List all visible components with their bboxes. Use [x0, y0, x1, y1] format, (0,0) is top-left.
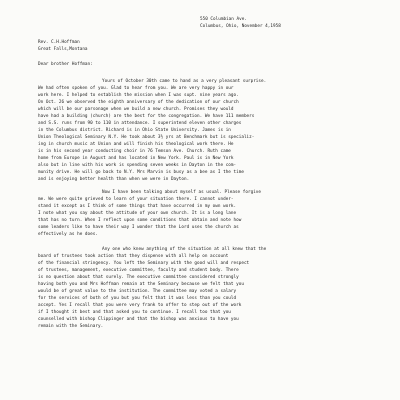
- letter-line: We had often spoken of you. Glad to hear from you. We are very happy in our: [38, 86, 234, 91]
- sender-city-date: Columbus, Ohio, November 4,1958: [200, 24, 281, 29]
- letter-line: is in his second year conducting choir in 76 Temson Ave. Church. Ruth came: [38, 149, 231, 154]
- letter-line: of the financial stringency. You left the Seminary with the good will and respect: [38, 261, 250, 266]
- letter-line: in the Columbus district. Richard is in Ohio State University. James is in: [38, 128, 231, 133]
- letter-line: ing in church music at Union and will finish his theological work there. He: [38, 142, 234, 147]
- letter-line: me. We were quite grieved to learn of your situation there. I cannot under-: [38, 197, 234, 202]
- letter-line: which will be our parsonage when we build a new church. Promises they would: [38, 107, 234, 112]
- letter-line: board of trustees took action that they dispense with all help on account: [38, 254, 229, 259]
- sender-street: 550 Columbian Ave.: [200, 17, 247, 22]
- letter-line: Yours of October 30th came to hand as a very pleasant surprise.: [102, 79, 267, 84]
- letter-line: counselled with bishop Clippinger and that the bishop was anxious to have you: [38, 317, 239, 322]
- letter-line: if I thought it best and that asked you to continue. I recall too that you: [38, 310, 231, 315]
- letter-line: stand it except as I think of some things that have occurred in my own work.: [38, 204, 237, 209]
- recipient-name: Rev. C.H.Hoffman: [38, 40, 80, 45]
- letter-line: have had a building (church) are the best for the congregation. We have 111 members: [38, 114, 255, 119]
- letter-line: On Oct. 26 we observed the eighth anniversary of the dedication of our church: [38, 100, 239, 105]
- letter-line: also but in line with his work is spending seven weeks in Dayton in the com-: [38, 163, 237, 168]
- letter-line: effectively as he does.: [38, 232, 98, 237]
- letter-line: is no question about that surely. The executive committee considered strongly: [38, 275, 239, 280]
- letter-line: home from Europe in August and has located in New York. Paul is in New York: [38, 156, 234, 161]
- recipient-place: Great Falls,Montana: [38, 47, 88, 52]
- letter-line: munity drive. He will go back to N.Y. Mrs Marvin is busy as a bee as I the time: [38, 170, 244, 175]
- letter-line: of trustees, management, executive committee, faculty and student body. There: [38, 268, 239, 273]
- letter-line: Union Theological Seminary N.Y. He took about 3½ yrs at Benchmark but is specializ-: [38, 135, 255, 140]
- letter-line: accept. Yes I recall that you were very frank to offer to step out of the work: [38, 303, 242, 308]
- letter-line: I note what you say about the attitude of your own church. It is a long lane: [38, 211, 237, 216]
- letter-line: remain with the Seminary.: [38, 324, 104, 329]
- letter-line: and is enjoying better health than when we were in Dayton.: [38, 177, 190, 182]
- letter-line: for the services of both of you but you felt that it was less than you could: [38, 296, 237, 301]
- letter-line: would be of great value to the institution. The committee may voted a salary: [38, 289, 237, 294]
- letter-line: Now I have been talking about myself as usual. Please forgive: [102, 190, 262, 195]
- letter-line: some leaders like to have their way I wonder that the Lord uses the church as: [38, 225, 239, 230]
- letter-line: that has no turn. When I reflect upon some conditions that obtain and note how: [38, 218, 242, 223]
- letter-line: work here. I helped to establish the mission when I was supt. nine years ago.: [38, 93, 239, 98]
- letter-line: and S.S. runs from 90 to 110 in attendance. I superintend eleven other charges: [38, 121, 242, 126]
- letter-line: Any one who knew anything of the situation at all knew that the: [102, 247, 267, 252]
- letter-line: having both you and Mrs Hoffman remain at the Seminary because we felt that you: [38, 282, 244, 287]
- salutation: Dear brother Hoffman:: [38, 62, 93, 67]
